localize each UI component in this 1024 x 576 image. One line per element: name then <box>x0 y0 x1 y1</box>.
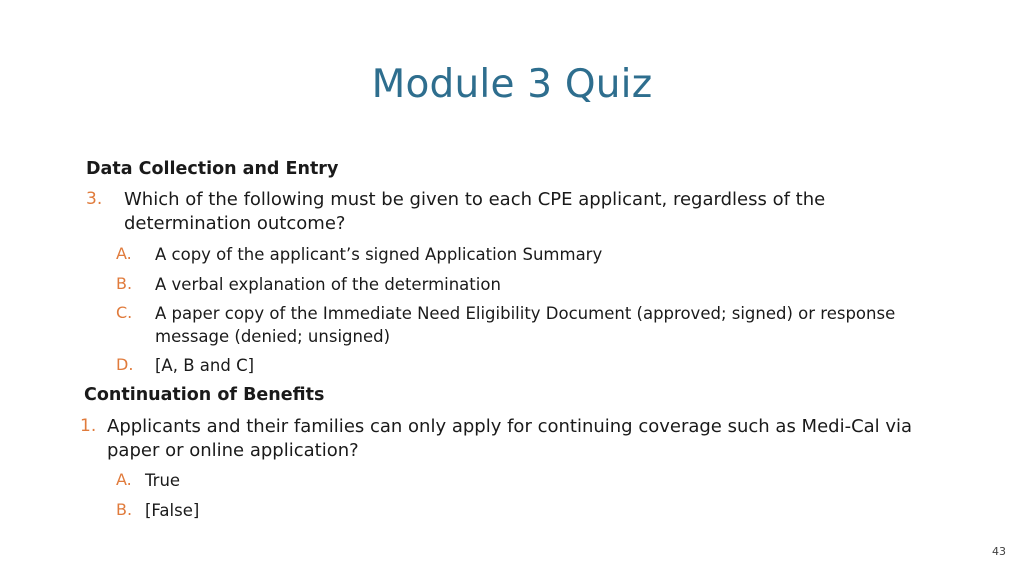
option-text-c: A paper copy of the Immediate Need Eligibility Document (approved; signed) or response message (denied; unsigned) <box>155 304 896 346</box>
section-heading-continuation: Continuation of Benefits <box>84 385 325 405</box>
question-text-2: Applicants and their families can only apply for continuing coverage such as Medi-Cal via paper or online application? <box>107 416 913 461</box>
question-number: 3. <box>86 189 103 209</box>
option-text-a: A copy of the applicant’s signed Application Summary <box>155 245 603 264</box>
option-letter-b-2: B. <box>116 500 133 519</box>
question-number-2: 1. <box>80 416 97 436</box>
question-text: Which of the following must be given to each CPE applicant, regardless of the determination outcome? <box>124 189 826 234</box>
page-number: 43 <box>992 545 1006 558</box>
section-heading-data-collection: Data Collection and Entry <box>86 159 339 179</box>
option-text-d: [A, B and C] <box>155 356 255 375</box>
option-letter-a: A. <box>116 244 132 263</box>
slide-title: Module 3 Quiz <box>371 62 653 107</box>
option-text-b: A verbal explanation of the determination <box>155 275 501 294</box>
option-text-b-2: [False] <box>145 501 200 520</box>
option-letter-c: C. <box>116 303 133 322</box>
option-text-a-2: True <box>145 471 181 490</box>
option-letter-d: D. <box>116 355 134 374</box>
option-letter-a-2: A. <box>116 470 132 489</box>
option-letter-b: B. <box>116 274 133 293</box>
